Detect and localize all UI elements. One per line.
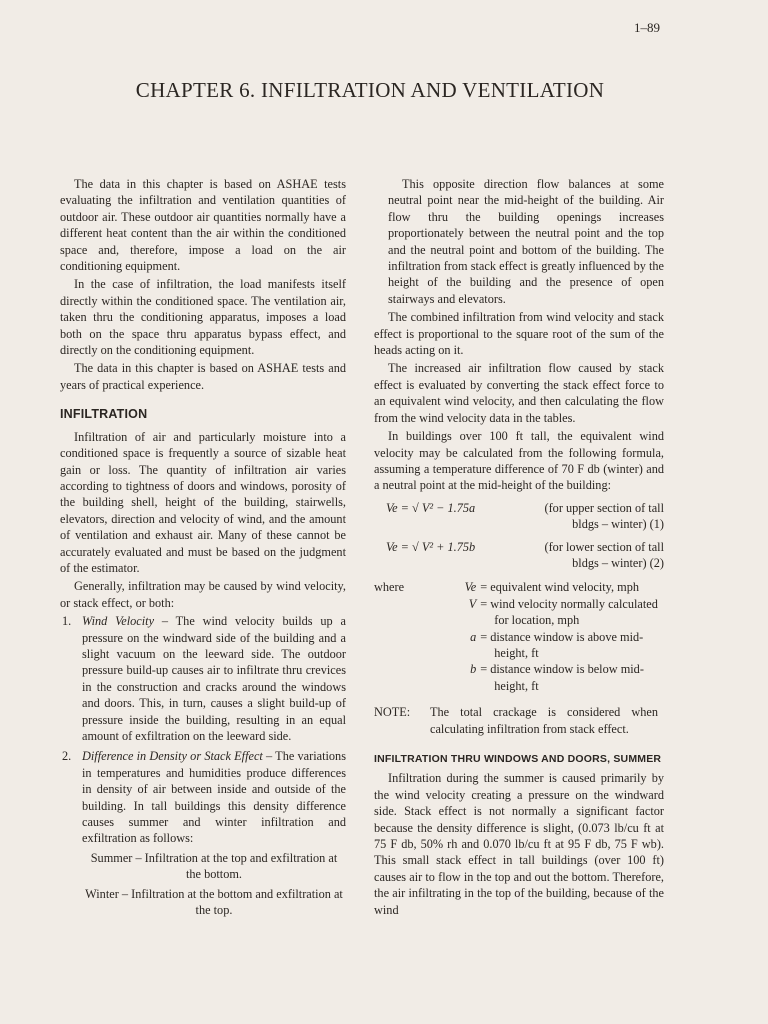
cause-list [60,613,346,918]
intro-paragraph: The data in this chapter is based on ASHAE tests evaluating the infiltration and ventilation quantities of outdoor air. These outdoor air quantities normally have a different heat content than the air within the conditioned space and, therefore, impose a load on the air conditioning equipment. [60,177,346,274]
infiltration-paragraph: Infiltration of air and particularly moisture into a conditioned space is frequently a source of sizable heat gain or loss. The quantity of infiltration air varies according to tightness of doors and windows, porosity of the building shell, height of the building, stairwells, elevators, direction and velocity of wind, and the amount of ventilation and exhaust air. Many of these cannot be accurately evaluated and must be based on the judgment of the estimator. [60,429,346,575]
definitions-table [374,579,664,694]
equation-formula: Ve = √ V² − 1.75a [386,500,476,515]
definition-symbol: b [470,662,477,677]
definition-row [374,661,664,694]
where-label: where [374,580,405,595]
intro-paragraph: In the case of infiltration, the load manifests itself directly within the conditioned space. The ventilation air, taken thru the conditioning apparatus, imposes a load both on the space thru apparatus bypass effect, and directly on the conditioning equipment. [60,277,346,358]
summer-paragraph: Infiltration during the summer is caused primarily by the wind velocity creating a pressure on the windward side. Stack effect is not normally a significant factor because the density difference is slight, (0.073 lb/cu ft at 75 F db, 50% rh and 0.070 lb/cu ft at 95 F db, 75 F wb). This small stack effect in tall buildings (over 100 ft) causes air to flow in the top and out the bottom. Therefore, the air infiltrating in the top of the building, because of the wind [374,771,664,917]
list-item-title: Difference in Density or Stack Effect [82,749,263,764]
page-number: 1–89 [634,20,660,35]
definition-text: = equivalent wind velocity, mph [480,580,640,595]
intro-paragraph: The data in this chapter is based on ASHAE tests and years of practical experience. [60,361,346,392]
body-paragraph: The combined infiltration from wind velocity and stack effect is proportional to the square root of the sum of the heads acting on it. [374,310,664,358]
definition-row [374,629,664,662]
list-number: 2. [62,749,72,764]
summer-line: Summer – Infiltration at the top and exfiltration at the bottom. [90,850,338,882]
stack-effect-block [374,176,664,307]
definition-text: = wind velocity normally calculated for location, mph [480,596,658,628]
equation-description: (for upper section of tall bldgs – winter) (1) [544,500,664,532]
equation-2 [374,539,664,572]
infiltration-heading: INFILTRATION [60,407,148,422]
winter-line: Winter – Infiltration at the bottom and exfiltration at the top. [85,886,343,918]
definition-symbol: a [470,629,477,644]
body-paragraph: The increased air infiltration flow caused by stack effect is evaluated by converting the stack effect force to an equivalent wind velocity, and then calculating the flow from the wind velocity data in the tables. [374,361,664,425]
note [374,704,664,737]
definition-row [374,579,664,595]
definition-text: = distance window is below mid-height, ft [480,662,644,693]
list-item [60,748,346,918]
equation-description: (for lower section of tall bldgs – winter) (2) [544,539,664,570]
definition-row [374,596,664,629]
stack-paragraph: This opposite direction flow balances at some neutral point near the mid-height of the building. Air flow thru the building openings increases proportionately between the neutral point and the top and the neutral point and bottom of the building. The infiltration from stack effect is greatly influenced by the height of the building and the presence of open stairways and elevators. [388,177,664,306]
right-column [374,176,664,920]
list-item-title: Wind Velocity [82,614,155,629]
left-column [60,176,346,922]
infiltration-paragraph: Generally, infiltration may be caused by wind velocity, or stack effect, or both: [60,579,346,610]
list-item-text: – The variations in temperatures and humidities produce differences in density of air between inside and outside of the building. In tall buildings this density difference causes summer and winter infiltration and exfiltration as follows: [82,749,346,846]
body-paragraph: In buildings over 100 ft tall, the equivalent wind velocity may be calculated from the following formula, assuming a temperature difference of 70 F db (winter) and a neutral point at the mid-height of the building: [374,429,664,493]
definition-symbol: Ve [464,580,477,595]
definition-symbol: V [468,596,477,611]
equation-formula: Ve = √ V² + 1.75b [386,539,476,554]
summer-infiltration-heading: INFILTRATION THRU WINDOWS AND DOORS, SUMMER [374,753,662,765]
equation-1 [374,500,664,533]
list-item-text: – The wind velocity builds up a pressure on the windward side of the building and a slight vacuum on the leeward side. The outdoor pressure build-up causes air to infiltrate thru crevices in the construction and cracks around the windows and doors. This, in turn, causes a slight build-up of pressure inside the building, resulting in an equal amount of exfiltration on the leeward side. [82,614,346,743]
chapter-title: CHAPTER 6. INFILTRATION AND VENTILATION [135,78,605,102]
note-label: NOTE: [374,705,411,720]
list-number: 1. [62,614,72,629]
note-text: The total crackage is considered when calculating infiltration from stack effect. [430,705,658,736]
definition-text: = distance window is above mid-height, ft [480,629,644,660]
list-item [60,613,346,744]
